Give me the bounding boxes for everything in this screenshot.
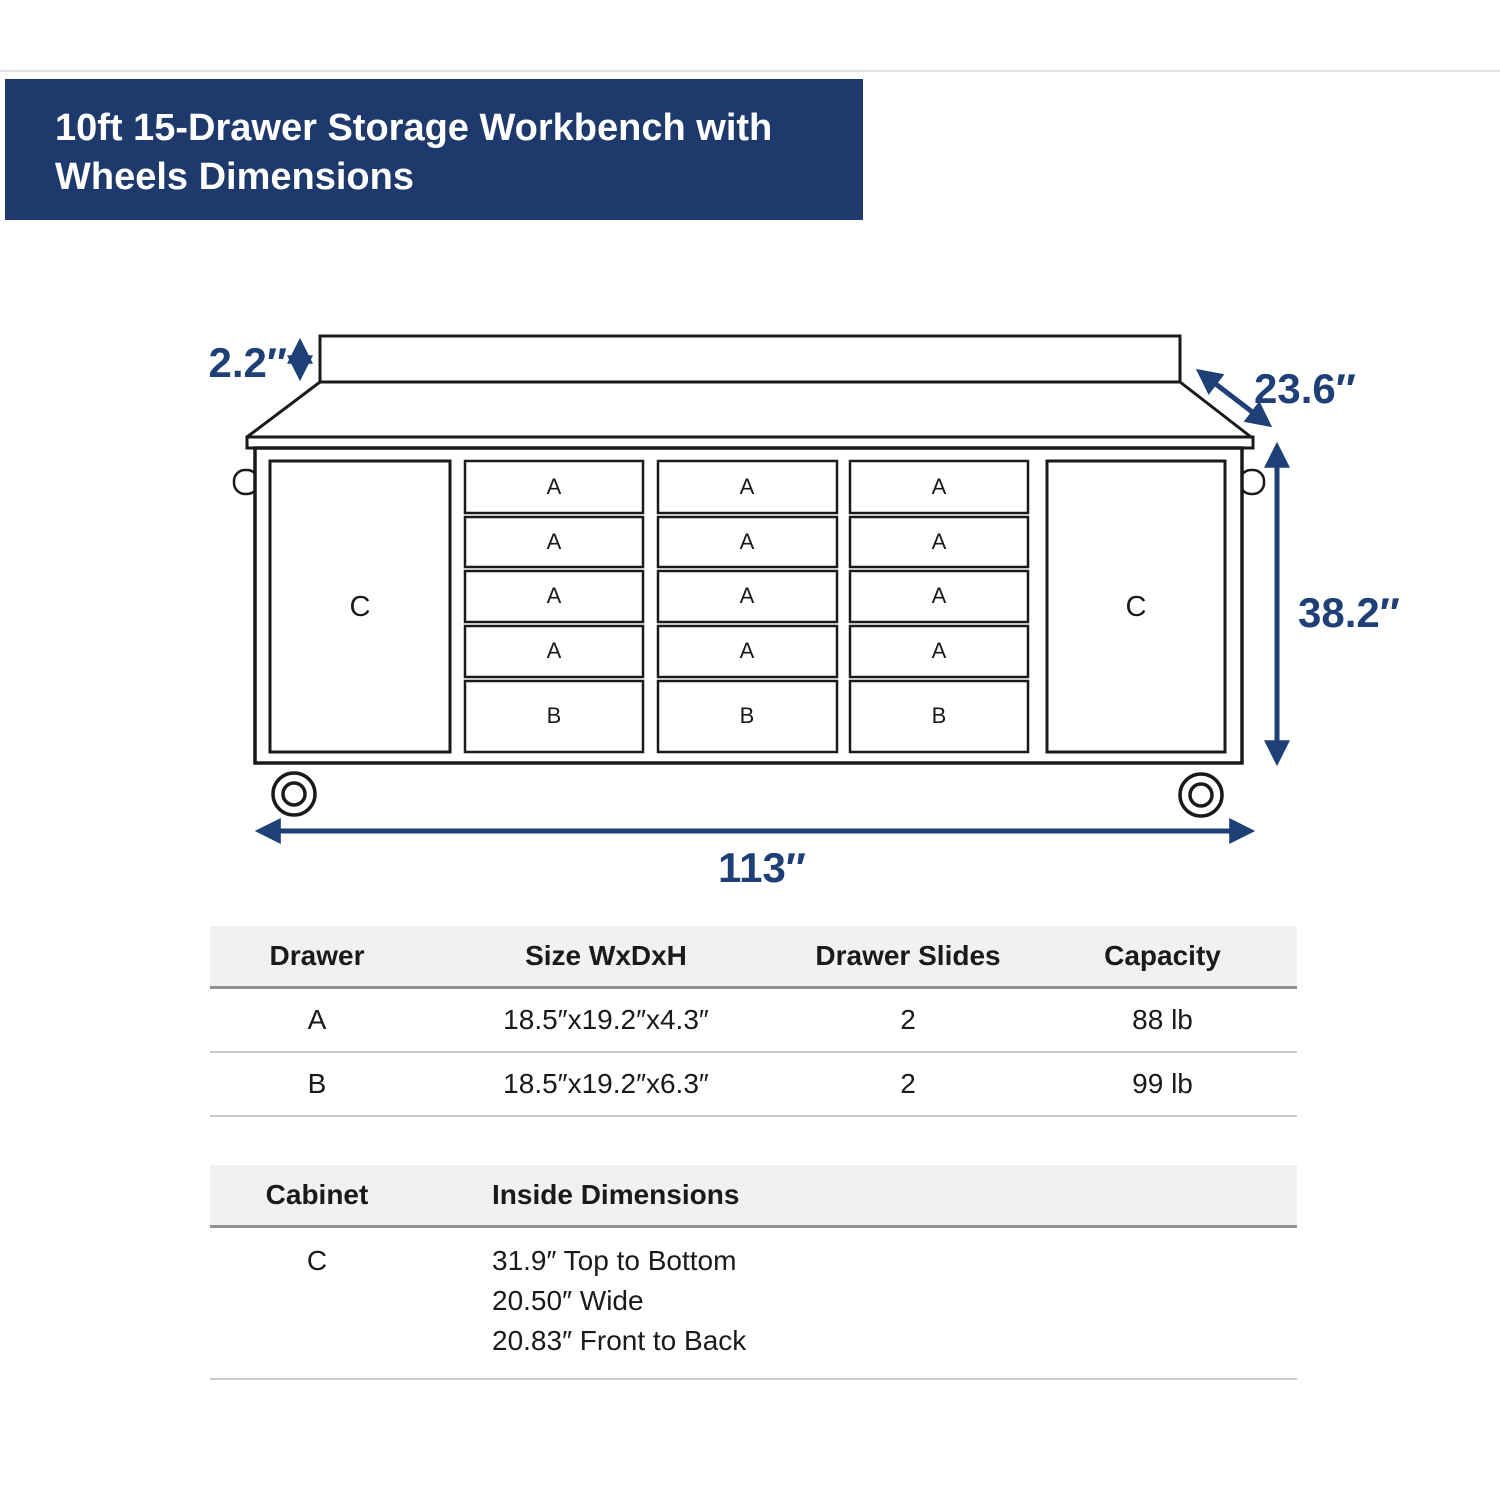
drawer-label: A [546,529,562,554]
depth-dimension-label: 23.6″ [1254,365,1356,412]
column-header-inside-dimensions: Inside Dimensions [492,1179,740,1210]
column-header-cabinet: Cabinet [265,1179,369,1210]
left-cabinet-label: C [349,591,371,623]
drawer-label: A [546,583,562,608]
backsplash-height-label: 2.2″ [208,339,287,386]
drawer-cell: A [307,1004,327,1035]
drawer-label: A [931,638,947,663]
inside-dimension-line: 20.83″ Front to Back [492,1325,747,1356]
worktop-left-edge [247,382,320,437]
drawer-label: B [546,703,562,728]
drawer-label: A [546,474,562,499]
drawer-label: A [546,638,562,663]
drawer-label: A [931,583,947,608]
table-row [210,989,1297,1053]
size-cell: 18.5″x19.2″x4.3″ [503,1004,709,1035]
size-cell: 18.5″x19.2″x6.3″ [503,1068,709,1099]
drawer-column-3 [850,461,1028,752]
left-wheel [273,773,315,815]
slides-cell: 2 [900,1004,916,1035]
capacity-cell: 99 lb [1132,1068,1193,1099]
drawer-column-1 [465,461,643,752]
page-top-divider [0,70,1500,72]
width-dimension-label: 113″ [718,844,806,891]
drawer-label: A [739,638,755,663]
table-row [210,1053,1297,1117]
drawer-label: A [931,474,947,499]
cabinet-table-header-row [210,1165,1297,1228]
column-header-size: Size WxDxH [525,940,687,971]
page-title-line-1: 10ft 15-Drawer Storage Workbench with [55,107,773,149]
drawer-cell: B [307,1068,327,1099]
workbench-diagram [0,300,1500,900]
drawer-table-header-row [210,926,1297,989]
right-wheel [1180,774,1222,816]
drawer-label: A [739,583,755,608]
slides-cell: 2 [900,1068,916,1099]
product-title-banner [5,79,863,220]
inside-dimension-line: 20.50″ Wide [492,1285,644,1316]
backsplash [320,336,1180,382]
drawer-label: A [739,529,755,554]
right-cabinet-label: C [1125,591,1147,623]
drawer-label: B [931,703,947,728]
worktop-right-edge [1180,382,1251,437]
capacity-cell: 88 lb [1132,1004,1193,1035]
column-header-capacity: Capacity [1104,940,1221,971]
inside-dimension-line: 31.9″ Top to Bottom [492,1245,737,1276]
drawer-column-2 [658,461,837,752]
drawer-label: B [739,703,755,728]
page-title-line-2: Wheels Dimensions [55,156,414,198]
cabinet-cell: C [306,1245,328,1276]
column-header-slides: Drawer Slides [815,940,1001,971]
drawer-spec-table [210,926,1297,1117]
table-row [210,1228,1297,1380]
column-header-drawer: Drawer [269,940,365,971]
cabinet-spec-table [210,1165,1297,1380]
drawer-label: A [739,474,755,499]
height-dimension-label: 38.2″ [1298,589,1400,636]
drawer-label: A [931,529,947,554]
inside-dimensions-cell [424,1241,1297,1361]
